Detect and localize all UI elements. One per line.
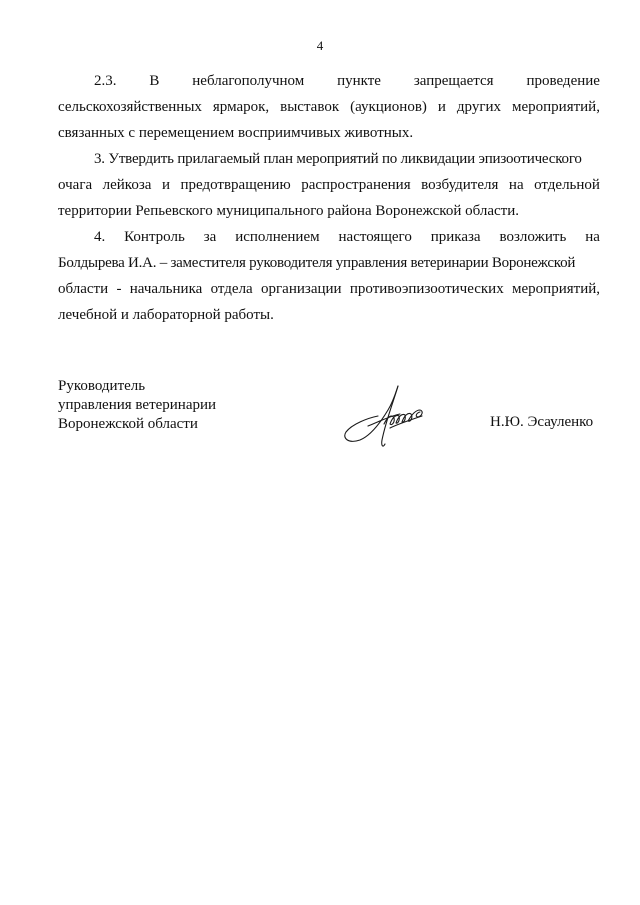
word: предотвращению: [180, 177, 291, 193]
paragraph-4-line-3: [58, 276, 600, 302]
word: очага: [58, 177, 93, 193]
word: неблагополучном: [192, 73, 305, 89]
paragraph-4-line-1: [58, 224, 600, 250]
word: организации: [261, 281, 342, 297]
word: отдела: [210, 281, 253, 297]
word: сельскохозяйственных: [58, 99, 202, 115]
handwritten-signature: [338, 380, 438, 450]
paragraph-3-line-1: 3. Утвердить прилагаемый план мероприятий по ликвидации эпизоотического: [94, 151, 582, 167]
word: начальника: [129, 281, 203, 297]
signatory-title-line-2: управления ветеринарии: [58, 397, 217, 413]
signatory-title-line-3: Воронежской области: [58, 416, 198, 432]
signatory-title: [58, 377, 216, 434]
word: пункте: [337, 73, 381, 89]
word: отдельной: [534, 177, 600, 193]
word: исполнением: [235, 229, 320, 245]
paragraph-4: [58, 224, 600, 328]
paragraph-2-3-line-3: связанных с перемещением восприимчивых животных.: [58, 125, 414, 141]
word: возложить: [499, 229, 567, 245]
word: распространения: [301, 177, 411, 193]
paragraph-2-3: [58, 68, 600, 146]
word: (аукционов): [350, 99, 427, 115]
word: и: [437, 99, 446, 115]
word: и: [161, 177, 170, 193]
signatory-title-line-1: Руководитель: [58, 378, 146, 394]
word: возбудителя: [421, 177, 499, 193]
word: В: [149, 73, 160, 89]
paragraph-4-line-2: Болдырева И.А. – заместителя руководителя управления ветеринарии Воронежской: [58, 255, 576, 271]
paragraph-3-line-3: территории Репьевского муниципального района Воронежской области.: [58, 203, 519, 219]
word: области: [58, 281, 109, 297]
word: противоэпизоотических: [349, 281, 504, 297]
signer-name: Н.Ю. Эсауленко: [490, 414, 594, 430]
word: проведение: [526, 73, 600, 89]
word: за: [203, 229, 217, 245]
word: других: [456, 99, 502, 115]
paragraph-3: [58, 146, 600, 224]
word: 2.3.: [94, 73, 117, 89]
paragraph-3-line-2: [58, 172, 600, 198]
paragraph-2-3-line-2: [58, 94, 600, 120]
word: 4.: [94, 229, 106, 245]
page-number: 4: [316, 38, 324, 53]
word: запрещается: [413, 73, 494, 89]
word: Контроль: [124, 229, 185, 245]
word: -: [116, 281, 122, 297]
word: на: [508, 177, 524, 193]
paragraph-2-3-line-1: [58, 68, 600, 94]
word: приказа: [430, 229, 481, 245]
word: лейкоза: [102, 177, 152, 193]
word: на: [585, 229, 600, 245]
word: выставок: [280, 99, 340, 115]
word: мероприятий,: [512, 281, 600, 297]
document-body: [58, 68, 600, 328]
word: мероприятий,: [511, 99, 600, 115]
word: настоящего: [338, 229, 412, 245]
paragraph-4-line-4: лечебной и лабораторной работы.: [58, 307, 274, 323]
word: ярмарок,: [212, 99, 270, 115]
